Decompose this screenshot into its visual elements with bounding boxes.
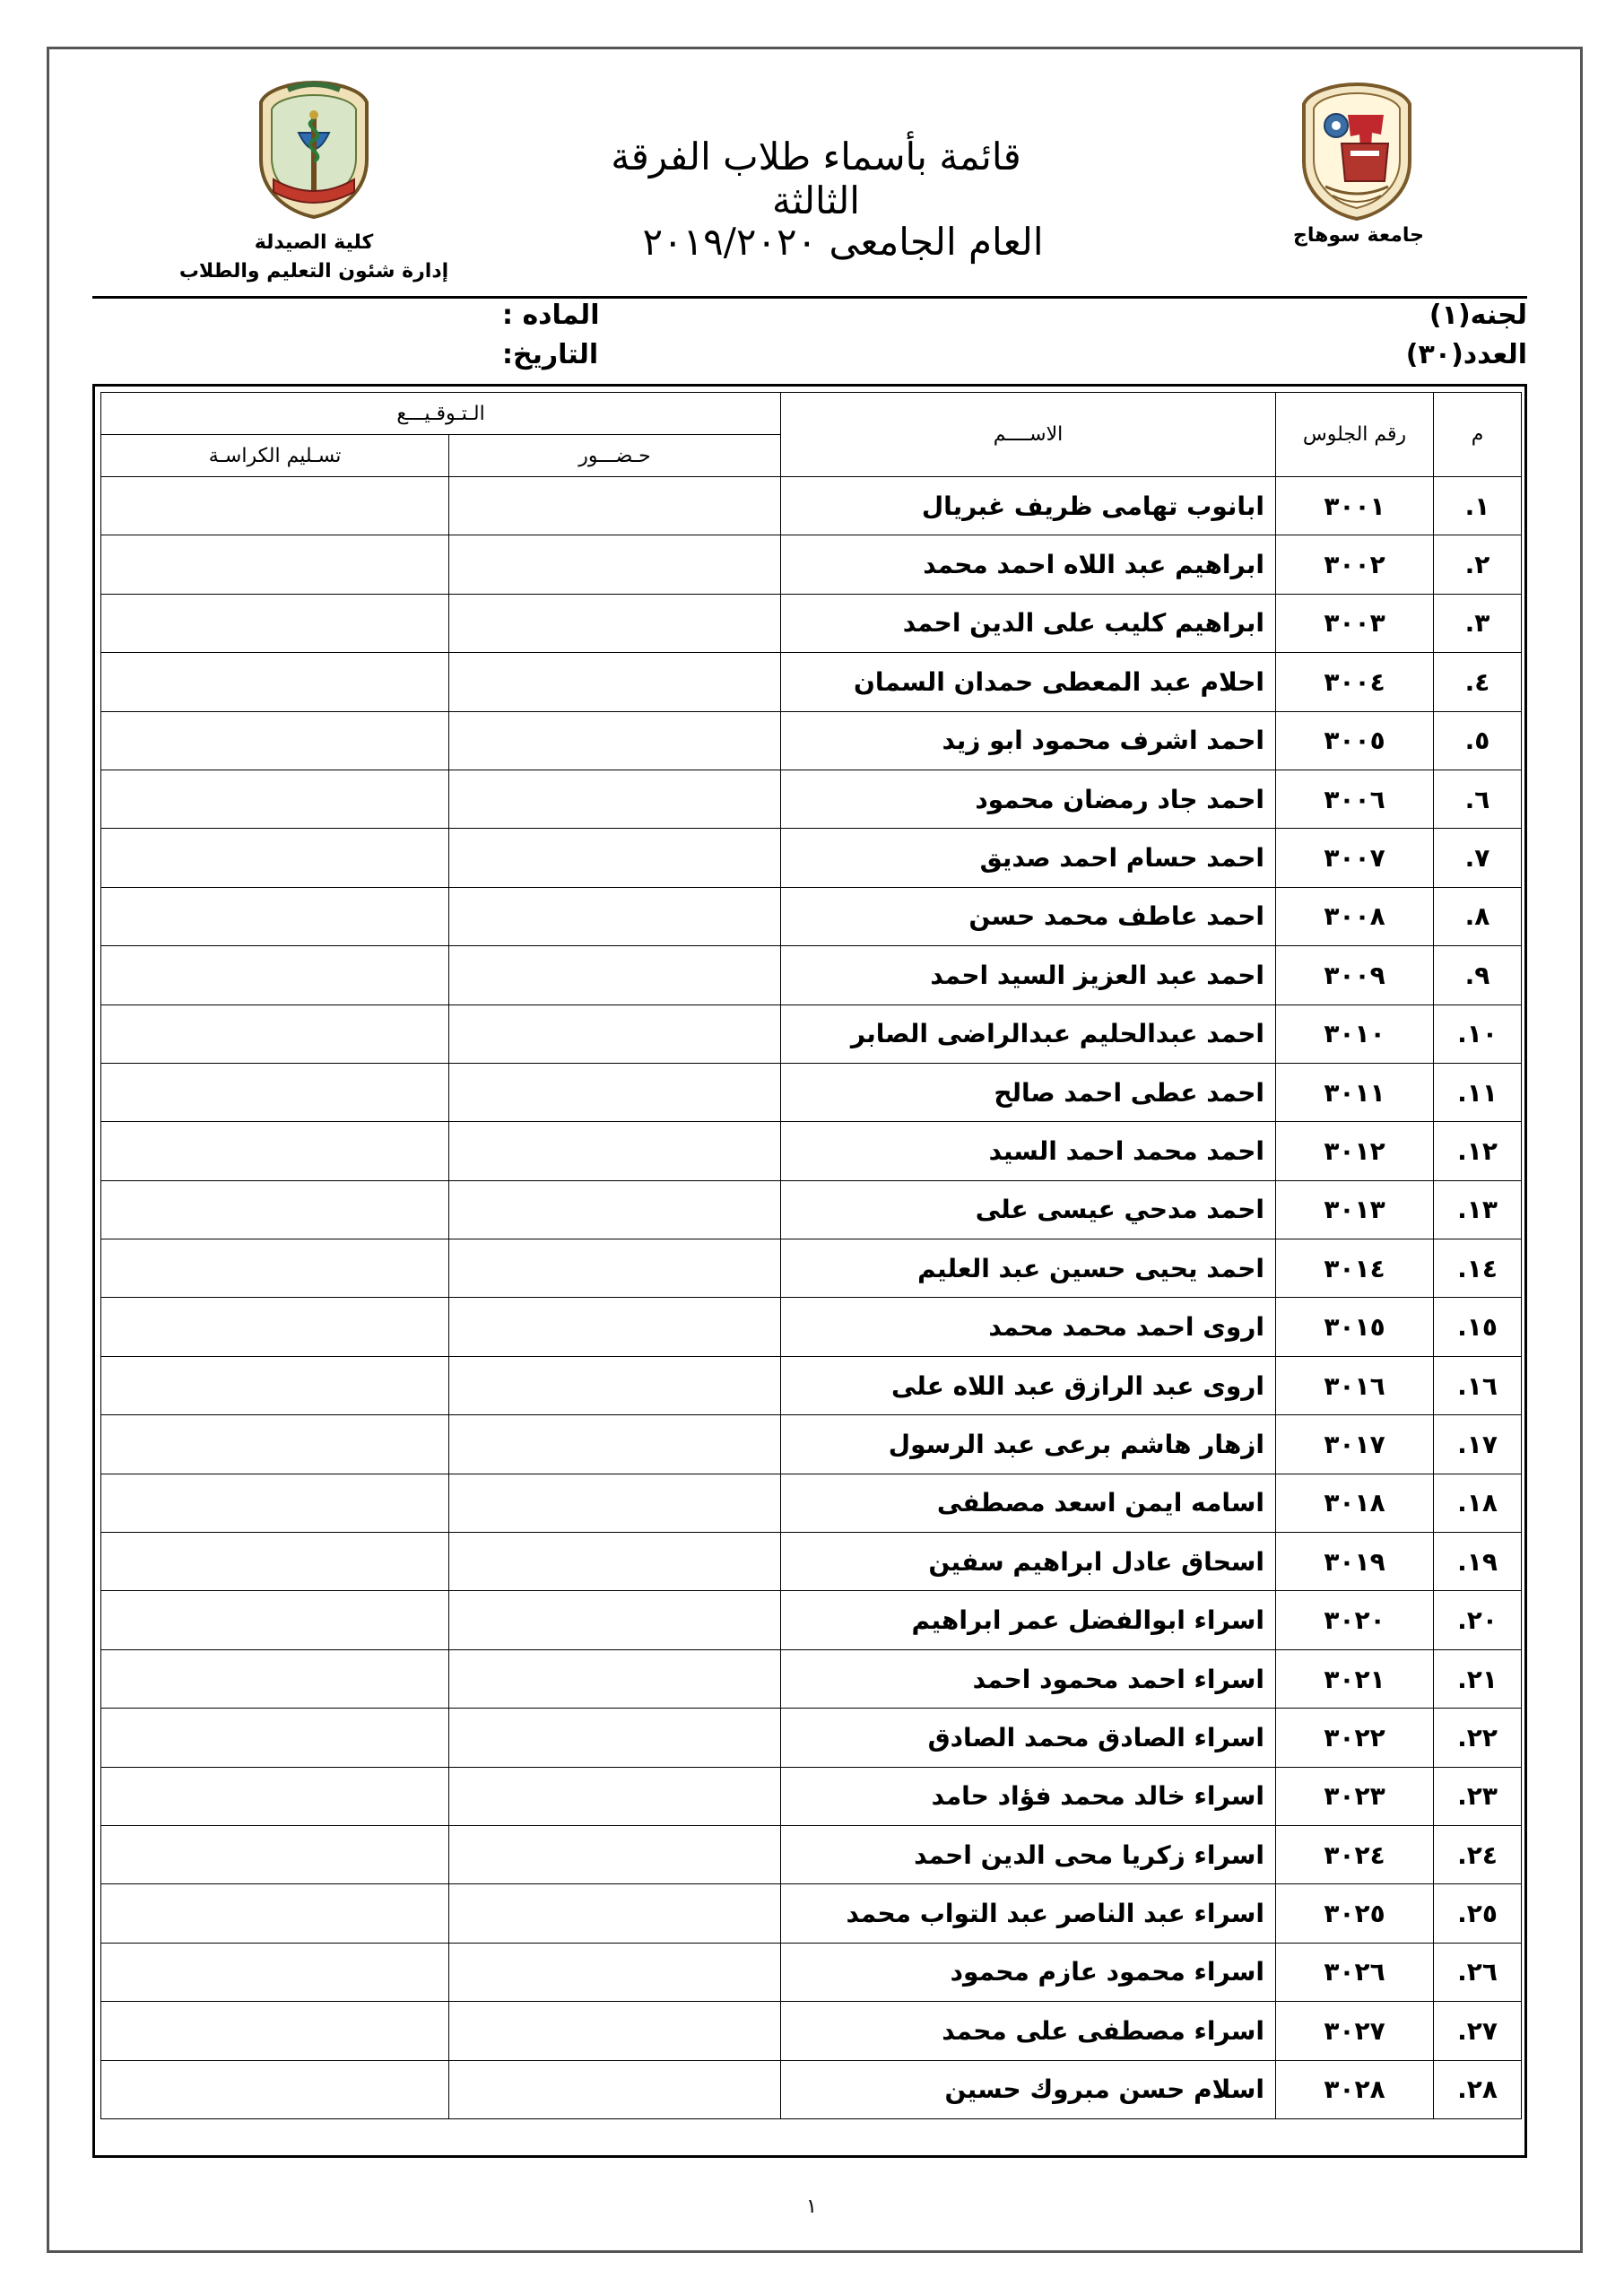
attendance-signature-cell — [449, 1356, 781, 1414]
attendance-signature-cell — [449, 1180, 781, 1239]
row-index: ١٠. — [1434, 1004, 1522, 1063]
attendance-signature-cell — [449, 887, 781, 945]
attendance-signature-cell — [449, 1767, 781, 1825]
seat-number: ٣٠١٤ — [1276, 1239, 1434, 1298]
attendance-signature-cell — [449, 1825, 781, 1883]
table-row — [101, 1415, 1522, 1474]
attendance-signature-cell — [449, 1709, 781, 1767]
attendance-signature-cell — [449, 770, 781, 828]
attendance-signature-cell — [449, 1884, 781, 1943]
row-index: ١٦. — [1434, 1356, 1522, 1414]
booklet-signature-cell — [101, 829, 449, 887]
student-name: احمد عبدالحليم عبدالراضى الصابر — [781, 1004, 1276, 1063]
seat-number: ٣٠١٦ — [1276, 1356, 1434, 1414]
student-name: احمد جاد رمضان محمود — [781, 770, 1276, 828]
student-count: العدد(٣٠) — [1405, 339, 1527, 370]
student-name: احمد عاطف محمد حسن — [781, 887, 1276, 945]
table-row — [101, 711, 1522, 770]
booklet-signature-cell — [101, 1591, 449, 1649]
seat-number: ٣٠١٣ — [1276, 1180, 1434, 1239]
row-index: ٢٨. — [1434, 2060, 1522, 2118]
seat-number: ٣٠٠٦ — [1276, 770, 1434, 828]
header-index: م — [1434, 393, 1522, 477]
student-name: احمد مدحي عيسى على — [781, 1180, 1276, 1239]
academic-year: العام الجامعى ٢٠١٩/٢٠٢٠ — [642, 220, 1044, 264]
attendance-signature-cell — [449, 1298, 781, 1356]
table-row — [101, 1767, 1522, 1825]
row-index: ٢٥. — [1434, 1884, 1522, 1943]
table-row — [101, 946, 1522, 1004]
header-attendance: حـضـــور — [449, 435, 781, 477]
table-row — [101, 1825, 1522, 1883]
student-name: احمد عطى احمد صالح — [781, 1063, 1276, 1121]
row-index: ٨. — [1434, 887, 1522, 945]
student-name: اسامه ايمن اسعد مصطفى — [781, 1474, 1276, 1532]
attendance-signature-cell — [449, 2002, 781, 2060]
seat-number: ٣٠٢٥ — [1276, 1884, 1434, 1943]
booklet-signature-cell — [101, 2002, 449, 2060]
seat-number: ٣٠٠٨ — [1276, 887, 1434, 945]
attendance-signature-cell — [449, 1649, 781, 1708]
seat-number: ٣٠٢٣ — [1276, 1767, 1434, 1825]
table-row — [101, 1004, 1522, 1063]
attendance-signature-cell — [449, 2060, 781, 2118]
table-row — [101, 1180, 1522, 1239]
seat-number: ٣٠٠٤ — [1276, 653, 1434, 711]
booklet-signature-cell — [101, 1884, 449, 1943]
table-row — [101, 477, 1522, 535]
seat-number: ٣٠٢٤ — [1276, 1825, 1434, 1883]
seat-number: ٣٠١٥ — [1276, 1298, 1434, 1356]
seat-number: ٣٠٠٧ — [1276, 829, 1434, 887]
student-name: احمد حسام احمد صديق — [781, 829, 1276, 887]
attendance-signature-cell — [449, 1533, 781, 1591]
booklet-signature-cell — [101, 1943, 449, 2001]
booklet-signature-cell — [101, 1298, 449, 1356]
student-name: اسراء خالد محمد فؤاد حامد — [781, 1767, 1276, 1825]
pharmacy-faculty-logo — [256, 79, 372, 221]
booklet-signature-cell — [101, 1649, 449, 1708]
row-index: ١. — [1434, 477, 1522, 535]
booklet-signature-cell — [101, 887, 449, 945]
student-name: اسراء الصادق محمد الصادق — [781, 1709, 1276, 1767]
header-booklet-delivery: تسـليم الكراسـة — [101, 435, 449, 477]
seat-number: ٣٠٢٠ — [1276, 1591, 1434, 1649]
row-index: ٢٦. — [1434, 1943, 1522, 2001]
seat-number: ٣٠١١ — [1276, 1063, 1434, 1121]
table-row — [101, 1298, 1522, 1356]
table-row — [101, 770, 1522, 828]
row-index: ١٢. — [1434, 1122, 1522, 1180]
student-name: ازهار هاشم برعى عبد الرسول — [781, 1415, 1276, 1474]
attendance-signature-cell — [449, 653, 781, 711]
seat-number: ٣٠٢٨ — [1276, 2060, 1434, 2118]
row-index: ٢٢. — [1434, 1709, 1522, 1767]
seat-number: ٣٠٢٧ — [1276, 2002, 1434, 2060]
booklet-signature-cell — [101, 1356, 449, 1414]
table-row — [101, 1474, 1522, 1532]
seat-number: ٣٠٠١ — [1276, 477, 1434, 535]
attendance-signature-cell — [449, 946, 781, 1004]
header-signature: الـتـوقـيـــع — [101, 393, 781, 435]
table-row — [101, 1943, 1522, 2001]
row-index: ٢٤. — [1434, 1825, 1522, 1883]
seat-number: ٣٠٠٩ — [1276, 946, 1434, 1004]
table-row — [101, 2002, 1522, 2060]
row-index: ١٥. — [1434, 1298, 1522, 1356]
attendance-signature-cell — [449, 477, 781, 535]
seat-number: ٣٠١٢ — [1276, 1122, 1434, 1180]
booklet-signature-cell — [101, 1122, 449, 1180]
seat-number: ٣٠١٩ — [1276, 1533, 1434, 1591]
row-index: ١٩. — [1434, 1533, 1522, 1591]
attendance-signature-cell — [449, 1474, 781, 1532]
table-row — [101, 1356, 1522, 1414]
booklet-signature-cell — [101, 535, 449, 594]
student-name: احمد اشرف محمود ابو زيد — [781, 711, 1276, 770]
student-name: ابانوب تهامى ظريف غبريال — [781, 477, 1276, 535]
attendance-signature-cell — [449, 1122, 781, 1180]
booklet-signature-cell — [101, 1415, 449, 1474]
booklet-signature-cell — [101, 1825, 449, 1883]
attendance-signature-cell — [449, 1004, 781, 1063]
committee-label: لجنه(١) — [1429, 300, 1527, 331]
booklet-signature-cell — [101, 1239, 449, 1298]
table-row — [101, 887, 1522, 945]
seat-number: ٣٠٢٦ — [1276, 1943, 1434, 2001]
header-divider — [92, 296, 1527, 299]
student-name: اسراء احمد محمود احمد — [781, 1649, 1276, 1708]
table-row — [101, 829, 1522, 887]
attendance-signature-cell — [449, 1239, 781, 1298]
table-row — [101, 594, 1522, 652]
student-name: اروى عبد الرازق عبد اللاه على — [781, 1356, 1276, 1414]
student-name: اسراء زكريا محى الدين احمد — [781, 1825, 1276, 1883]
student-name: ابراهيم كليب على الدين احمد — [781, 594, 1276, 652]
row-index: ١٣. — [1434, 1180, 1522, 1239]
table-row — [101, 1122, 1522, 1180]
attendance-signature-cell — [449, 1591, 781, 1649]
row-index: ١٨. — [1434, 1474, 1522, 1532]
table-row — [101, 2060, 1522, 2118]
table-row — [101, 1591, 1522, 1649]
table-row — [101, 1884, 1522, 1943]
student-name: احمد عبد العزيز السيد احمد — [781, 946, 1276, 1004]
document-title: قائمة بأسماء طلاب الفرقة الثالثة — [611, 135, 1021, 222]
booklet-signature-cell — [101, 477, 449, 535]
university-name: جامعة سوهاج — [1293, 224, 1424, 247]
booklet-signature-cell — [101, 711, 449, 770]
row-index: ١١. — [1434, 1063, 1522, 1121]
student-table — [100, 392, 1522, 2119]
booklet-signature-cell — [101, 1709, 449, 1767]
student-name: اسراء ابوالفضل عمر ابراهيم — [781, 1591, 1276, 1649]
row-index: ٩. — [1434, 946, 1522, 1004]
row-index: ٢٠. — [1434, 1591, 1522, 1649]
student-name: اسراء عبد الناصر عبد التواب محمد — [781, 1884, 1276, 1943]
student-name: احمد يحيى حسين عبد العليم — [781, 1239, 1276, 1298]
attendance-signature-cell — [449, 1415, 781, 1474]
sohag-university-logo — [1298, 81, 1415, 222]
attendance-signature-cell — [449, 829, 781, 887]
booklet-signature-cell — [101, 1474, 449, 1532]
seat-number: ٣٠٢٢ — [1276, 1709, 1434, 1767]
booklet-signature-cell — [101, 1063, 449, 1121]
header-name: الاســــم — [781, 393, 1276, 477]
row-index: ١٤. — [1434, 1239, 1522, 1298]
attendance-signature-cell — [449, 1943, 781, 2001]
attendance-signature-cell — [449, 535, 781, 594]
row-index: ٤. — [1434, 653, 1522, 711]
subject-label: الماده : — [502, 300, 600, 331]
booklet-signature-cell — [101, 2060, 449, 2118]
student-name: اروى احمد محمد محمد — [781, 1298, 1276, 1356]
table-row — [101, 1063, 1522, 1121]
seat-number: ٣٠٠٣ — [1276, 594, 1434, 652]
row-index: ٢٧. — [1434, 2002, 1522, 2060]
student-name: احمد محمد احمد السيد — [781, 1122, 1276, 1180]
row-index: ١٧. — [1434, 1415, 1522, 1474]
table-row — [101, 535, 1522, 594]
department-name: إدارة شئون التعليم والطلاب — [178, 260, 449, 283]
row-index: ٢٣. — [1434, 1767, 1522, 1825]
table-row — [101, 1709, 1522, 1767]
booklet-signature-cell — [101, 653, 449, 711]
booklet-signature-cell — [101, 770, 449, 828]
seat-number: ٣٠٠٢ — [1276, 535, 1434, 594]
student-name: احلام عبد المعطى حمدان السمان — [781, 653, 1276, 711]
student-name: اسلام حسن مبروك حسين — [781, 2060, 1276, 2118]
student-name: اسحاق عادل ابراهيم سفين — [781, 1533, 1276, 1591]
row-index: ٥. — [1434, 711, 1522, 770]
date-label: التاريخ: — [502, 339, 599, 370]
table-row — [101, 1649, 1522, 1708]
attendance-signature-cell — [449, 1063, 781, 1121]
seat-number: ٣٠٠٥ — [1276, 711, 1434, 770]
table-row — [101, 1533, 1522, 1591]
booklet-signature-cell — [101, 1180, 449, 1239]
header-seat-number: رقم الجلوس — [1276, 393, 1434, 477]
page-number: ١ — [806, 2196, 817, 2218]
student-name: اسراء محمود عازم محمود — [781, 1943, 1276, 2001]
row-index: ٢. — [1434, 535, 1522, 594]
table-row — [101, 653, 1522, 711]
booklet-signature-cell — [101, 1004, 449, 1063]
seat-number: ٣٠٢١ — [1276, 1649, 1434, 1708]
attendance-signature-cell — [449, 711, 781, 770]
booklet-signature-cell — [101, 1533, 449, 1591]
seat-number: ٣٠١٨ — [1276, 1474, 1434, 1532]
booklet-signature-cell — [101, 946, 449, 1004]
booklet-signature-cell — [101, 594, 449, 652]
table-row — [101, 1239, 1522, 1298]
row-index: ٢١. — [1434, 1649, 1522, 1708]
row-index: ٣. — [1434, 594, 1522, 652]
attendance-signature-cell — [449, 594, 781, 652]
seat-number: ٣٠١٧ — [1276, 1415, 1434, 1474]
seat-number: ٣٠١٠ — [1276, 1004, 1434, 1063]
student-name: اسراء مصطفى على محمد — [781, 2002, 1276, 2060]
student-name: ابراهيم عبد اللاه احمد محمد — [781, 535, 1276, 594]
row-index: ٦. — [1434, 770, 1522, 828]
faculty-name: كلية الصيدلة — [254, 231, 374, 254]
student-table-frame — [92, 384, 1527, 2158]
row-index: ٧. — [1434, 829, 1522, 887]
booklet-signature-cell — [101, 1767, 449, 1825]
